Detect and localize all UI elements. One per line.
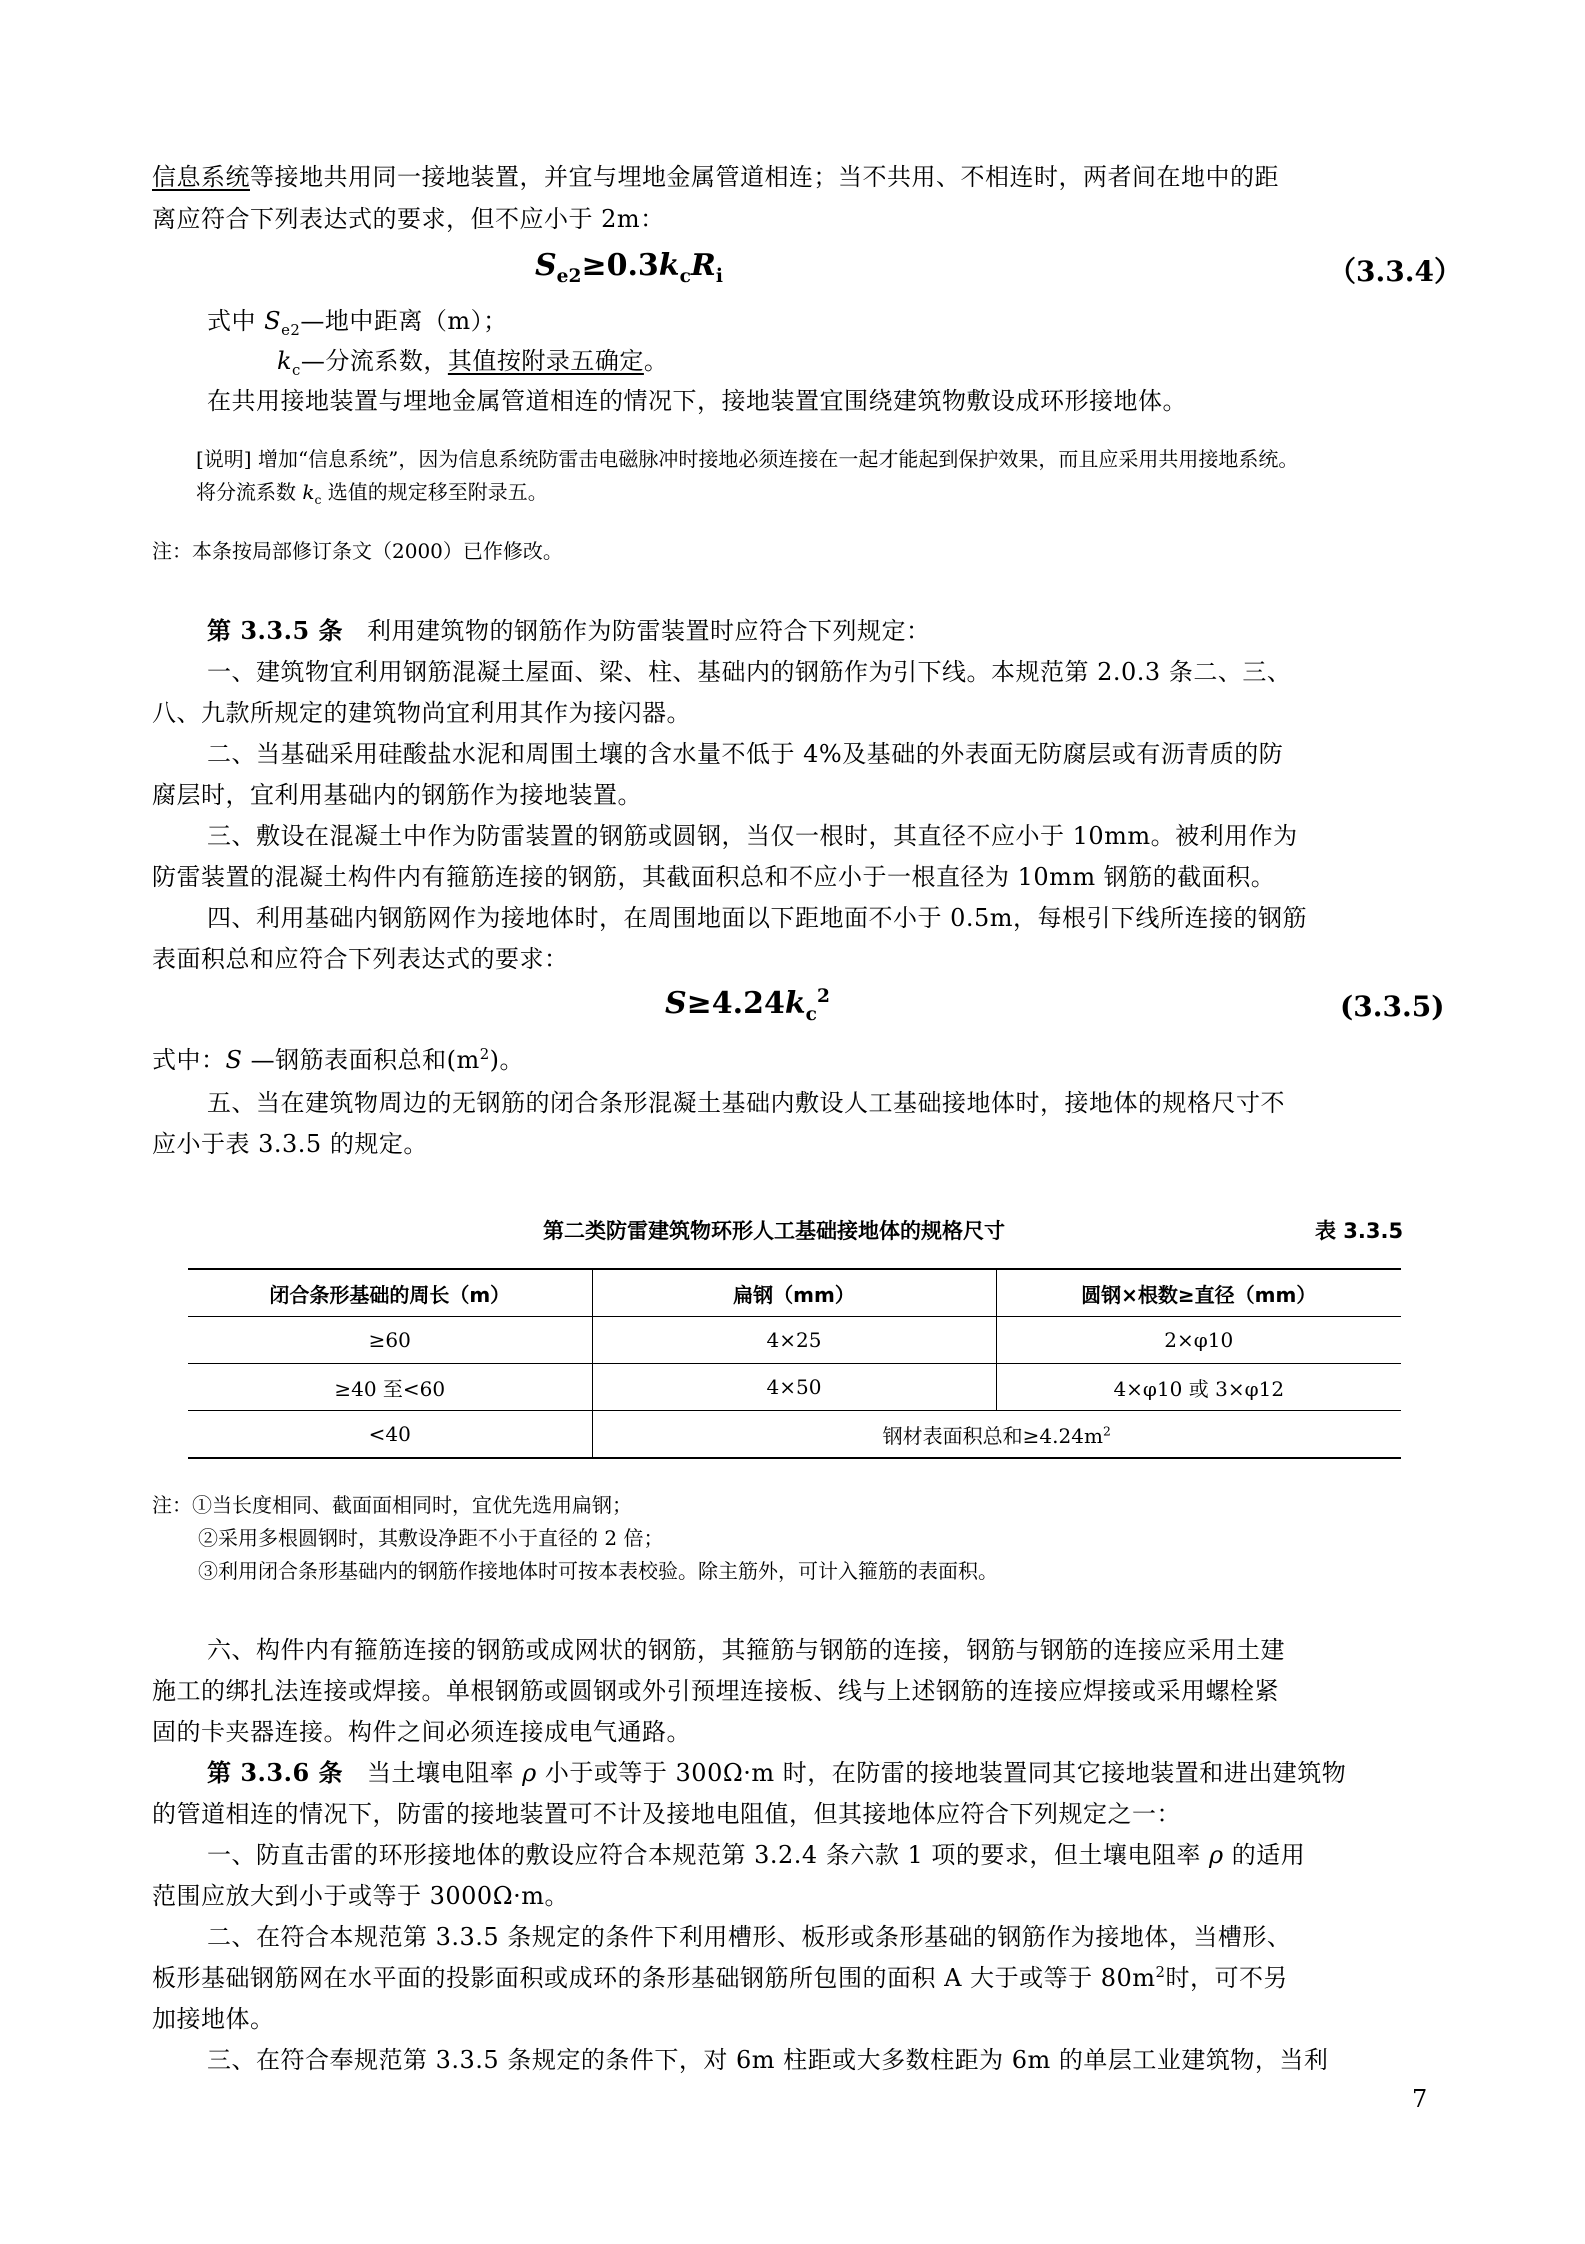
para-line: 加接地体。 <box>152 2005 275 2033</box>
text: )。 <box>489 1046 525 1074</box>
text: 利用建筑物的钢筋作为防雷装置时应符合下列规定： <box>367 617 931 645</box>
para-line: 二、在符合本规范第 3.3.5 条规定的条件下利用槽形、板形或条形基础的钢筋作为接地体，当槽形、 <box>207 1923 1292 1951</box>
sup: 2 <box>1102 1422 1111 1438</box>
sub: c <box>292 360 301 379</box>
para-line: 的管道相连的情况下，防雷的接地装置可不计及接地电阻值，但其接地体应符合下列规定之一： <box>152 1800 1181 1828</box>
sup: 2 <box>479 1045 490 1063</box>
op: ≥0.3 <box>581 248 659 283</box>
text: 板形基础钢筋网在水平面的投影面积或成环的条形基础钢筋所包围的面积 A 大于或等于 80m <box>152 1964 1156 1992</box>
table-cell: 4×50 <box>592 1364 996 1411</box>
para-line: 施工的绑扎法连接或焊接。单根钢筋或圆钢或外引预埋连接板、线与上述钢筋的连接应焊接或采用螺栓紧 <box>152 1677 1279 1705</box>
table-row <box>188 1317 1401 1364</box>
para-line <box>152 1958 1288 1993</box>
page-number: 7 <box>1412 2085 1428 2113</box>
sup: 2 <box>1155 1963 1166 1981</box>
sub: c <box>679 266 691 287</box>
table-cell: 4×φ10 或 3×φ12 <box>996 1364 1401 1411</box>
equation-number: （3.3.4） <box>1328 255 1462 288</box>
text: 钢材表面积总和≥4.24m <box>882 1423 1103 1448</box>
table-cell: <40 <box>188 1411 592 1459</box>
explanation-note <box>196 476 548 505</box>
text: 选值的规定移至附录五。 <box>321 480 548 504</box>
para-line: 腐层时，宜利用基础内的钢筋作为接地装置。 <box>152 781 642 809</box>
var-s: S <box>225 1046 243 1074</box>
var-k: k <box>784 986 806 1021</box>
sup: 2 <box>817 986 830 1007</box>
para-line: 表面积总和应符合下列表达式的要求： <box>152 945 569 973</box>
table-row <box>188 1411 1401 1459</box>
text: 等接地共用同一接地装置，并宜与埋地金属管道相连；当不共用、不相连时，两者间在地中的距 <box>250 163 1279 191</box>
definition-line <box>277 341 669 379</box>
sub: e2 <box>281 320 301 339</box>
table-cell: ≥40 至<60 <box>188 1364 592 1411</box>
sub: c <box>314 492 322 507</box>
clause-number: 第 3.3.5 条 <box>207 616 344 645</box>
table-header-row <box>188 1269 1401 1317</box>
sub: i <box>715 266 723 287</box>
var-r: R <box>690 248 716 283</box>
text: —分流系数， <box>300 347 448 375</box>
para-line: 防雷装置的混凝土构件内有箍筋连接的钢筋，其截面积总和不应小于一根直径为 10mm 钢筋的截面积。 <box>152 863 1276 891</box>
table-cell: ≥60 <box>188 1317 592 1364</box>
para-line: 在共用接地装置与埋地金属管道相连的情况下，接地装置宜围绕建筑物敷设成环形接地体。 <box>207 387 1187 415</box>
table-cell-merged <box>592 1411 1401 1459</box>
header-cell: 闭合条形基础的周长（m） <box>188 1269 592 1317</box>
table-row <box>188 1364 1401 1411</box>
text: 式中 <box>207 307 265 335</box>
var-k: k <box>277 347 293 375</box>
text: 时，可不另 <box>1165 1964 1288 1992</box>
para-line: 一、建筑物宜利用钢筋混凝土屋面、梁、柱、基础内的钢筋作为引下线。本规范第 2.0.3 条二、三、 <box>207 658 1292 686</box>
op: ≥4.24 <box>686 986 785 1021</box>
header-cell: 圆钢×根数≥直径（mm） <box>996 1269 1401 1317</box>
text: —钢筋表面积总和(m <box>242 1046 480 1074</box>
text: 。 <box>643 347 669 375</box>
text: 式中： <box>152 1046 226 1074</box>
para-line: 四、利用基础内钢筋网作为接地体时，在周围地面以下距地面不小于 0.5m，每根引下线所连接的钢筋 <box>207 904 1308 932</box>
var-rho: ρ <box>1208 1841 1224 1869</box>
table-cell: 2×φ10 <box>996 1317 1401 1364</box>
header-cell: 扁钢（mm） <box>592 1269 996 1317</box>
para-line: 离应符合下列表达式的要求，但不应小于 2m： <box>152 205 665 233</box>
formula-3-3-4 <box>535 248 723 287</box>
para-line: 范围应放大到小于或等于 3000Ω·m。 <box>152 1882 569 1910</box>
underlined-term: 其值按附录五确定 <box>447 347 644 375</box>
text: 一、防直击雷的环形接地体的敷设应符合本规范第 3.2.4 条六款 1 项的要求，但土壤电阻率 <box>207 1841 1209 1869</box>
clause-heading <box>207 611 931 646</box>
var-s: S <box>665 986 687 1021</box>
var-rho: ρ <box>522 1759 537 1787</box>
table-cell: 4×25 <box>592 1317 996 1364</box>
var-k: k <box>302 480 315 504</box>
para-line <box>207 1835 1305 1870</box>
para-line <box>152 157 1279 192</box>
text: 的适用 <box>1223 1841 1306 1869</box>
var-k: k <box>658 248 680 283</box>
sub: e2 <box>556 266 582 287</box>
table-caption: 第二类防雷建筑物环形人工基础接地体的规格尺寸 <box>543 1219 1005 1243</box>
clause-number: 第 3.3.6 条 <box>207 1758 344 1787</box>
para-line: 六、构件内有箍筋连接的钢筋或成网状的钢筋，其箍筋与钢筋的连接，钢筋与钢筋的连接应采用土建 <box>207 1636 1285 1664</box>
clause-heading <box>207 1753 1346 1788</box>
equation-number: (3.3.5) <box>1340 990 1445 1023</box>
definition-line <box>207 301 508 339</box>
text: 小于或等于 300Ω·m 时，在防雷的接地装置同其它接地装置和进出建筑物 <box>536 1759 1347 1787</box>
para-line: 五、当在建筑物周边的无钢筋的闭合条形混凝土基础内敷设人工基础接地体时，接地体的规格尺寸不 <box>207 1089 1285 1117</box>
para-line: 二、当基础采用硅酸盐水泥和周围土壤的含水量不低于 4%及基础的外表面无防腐层或有沥青质的防 <box>207 740 1284 768</box>
revision-note: 注：本条按局部修订条文（2000）已作修改。 <box>152 539 563 563</box>
var-s: S <box>535 248 557 283</box>
explanation-note: [说明] 增加“信息系统”，因为信息系统防雷击电磁脉冲时接地必须连接在一起才能起到保护效果，而且应采用共用接地系统。 <box>196 447 1299 471</box>
sub: c <box>805 1004 817 1025</box>
definition-line <box>152 1040 524 1075</box>
text: 将分流系数 <box>196 480 303 504</box>
table-note: 注：①当长度相同、截面面相同时，宜优先选用扁钢； <box>152 1493 632 1517</box>
var-s: S <box>264 307 282 335</box>
table-note: ③利用闭合条形基础内的钢筋作接地体时可按本表校验。除主筋外，可计入箍筋的表面积。 <box>198 1559 998 1583</box>
para-line: 三、敷设在混凝土中作为防雷装置的钢筋或圆钢，当仅一根时，其直径不应小于 10mm。被利用作为 <box>207 822 1298 850</box>
para-line: 应小于表 3.3.5 的规定。 <box>152 1130 428 1158</box>
table-note: ②采用多根圆钢时，其敷设净距不小于直径的 2 倍； <box>198 1526 664 1550</box>
text: 当土壤电阻率 <box>367 1759 523 1787</box>
table-number: 表 3.3.5 <box>1315 1219 1404 1243</box>
para-line: 八、九款所规定的建筑物尚宜利用其作为接闪器。 <box>152 699 691 727</box>
formula-3-3-5 <box>665 986 830 1025</box>
spec-table <box>188 1268 1401 1459</box>
underlined-term: 信息系统 <box>152 163 250 191</box>
para-line: 固的卡夹器连接。构件之间必须连接成电气通路。 <box>152 1718 691 1746</box>
text: —地中距离（m）； <box>300 307 508 335</box>
para-line: 三、在符合奉规范第 3.3.5 条规定的条件下，对 6m 柱距或大多数柱距为 6m 的单层工业建筑物，当利 <box>207 2046 1329 2074</box>
